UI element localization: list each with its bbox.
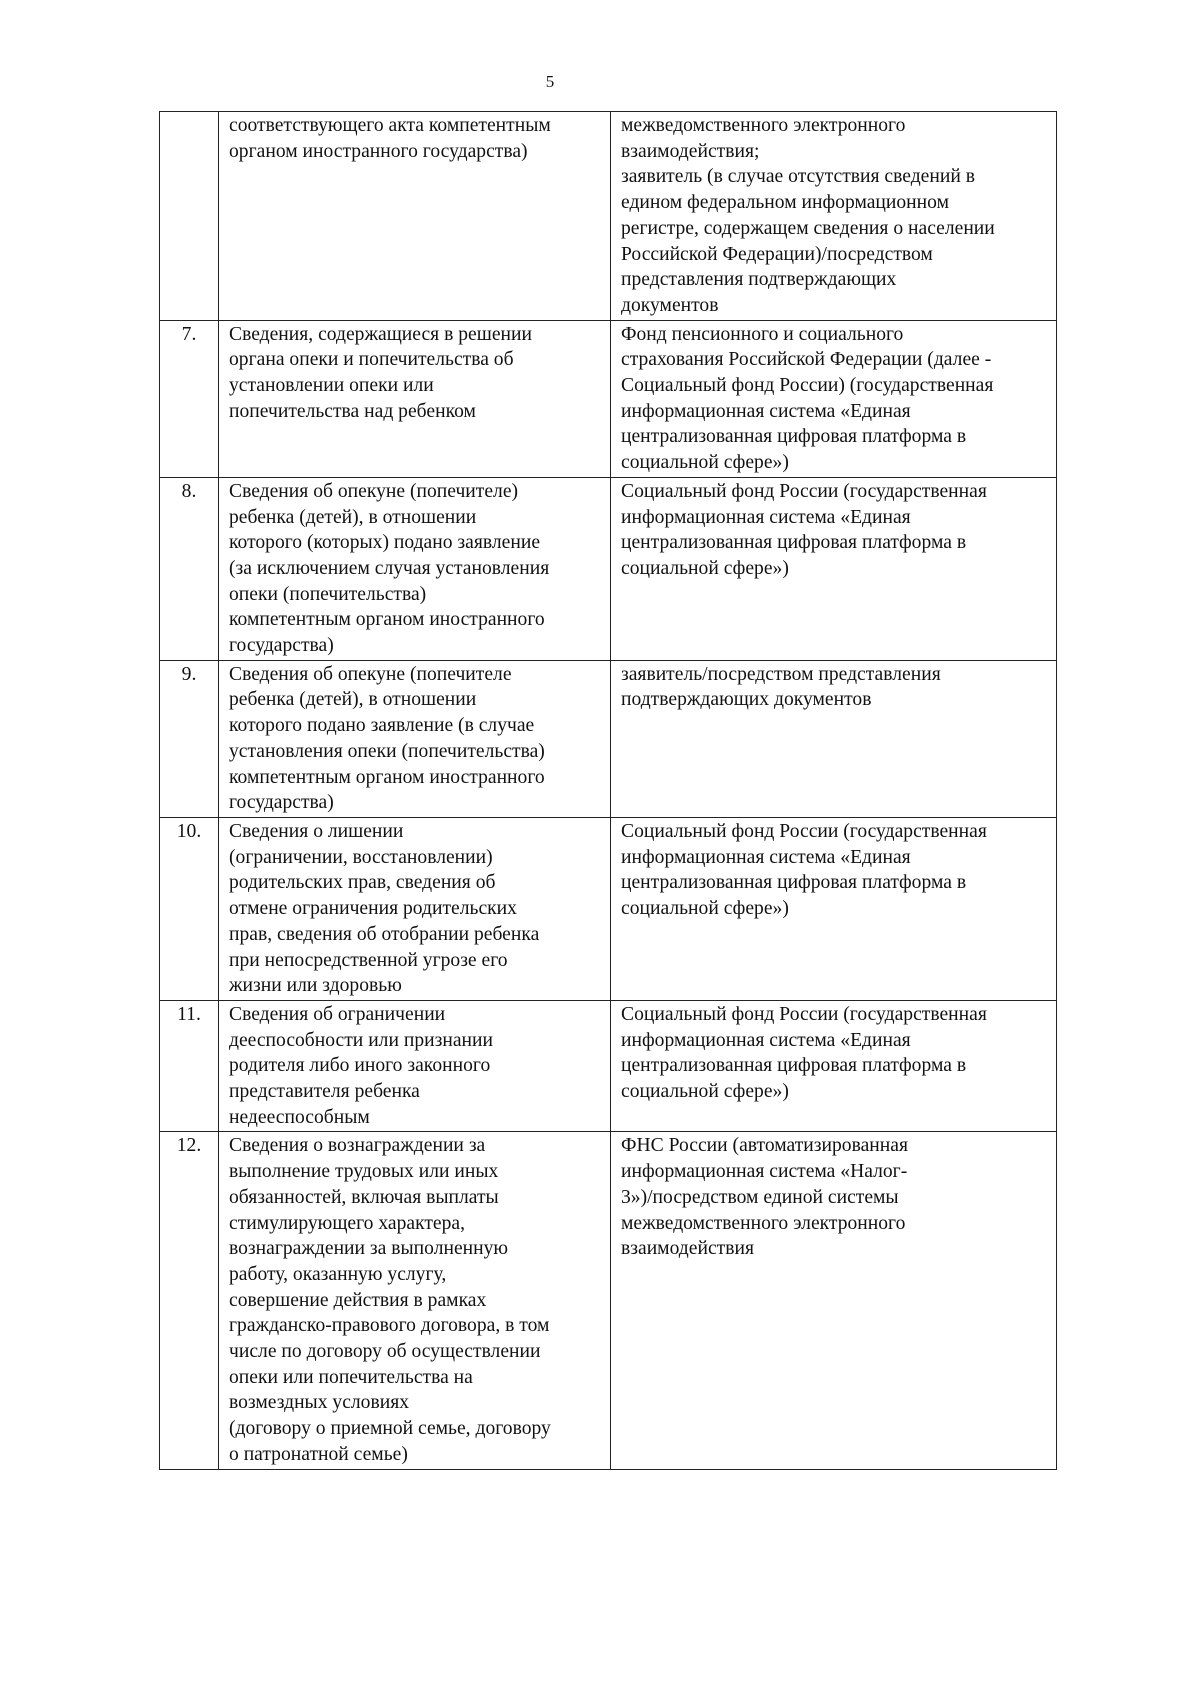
source-line: информационная система «Единая <box>621 400 911 422</box>
description-line: обязанностей, включая выплаты <box>229 1186 499 1208</box>
row-description <box>219 817 611 1000</box>
source-line: межведомственного электронного <box>621 115 906 136</box>
description-line: работу, оказанную услугу, <box>229 1263 447 1285</box>
description-line: представителя ребенка <box>229 1081 420 1103</box>
description-line: прав, сведения об отобрании ребенка <box>229 923 540 945</box>
source-line: Социальный фонд России (государственная <box>621 820 987 842</box>
source-line: страхования Российской Федерации (далее - <box>621 349 992 371</box>
source-line: Российской Федерации)/посредством <box>621 243 933 265</box>
row-source <box>611 1000 1057 1132</box>
data-sources-table <box>159 111 1057 1470</box>
description-line: установления опеки (попечительства) <box>229 740 545 762</box>
description-line: родителя либо иного законного <box>229 1055 491 1077</box>
source-line: социальной сфере») <box>621 557 789 579</box>
source-line: социальной сфере») <box>621 1081 789 1103</box>
description-line: (за исключением случая установления <box>229 557 550 579</box>
source-line: Социальный фонд России (государственная <box>621 1003 987 1025</box>
description-line: Сведения об опекуне (попечителе) <box>229 480 519 502</box>
description-line: дееспособности или признании <box>229 1029 493 1051</box>
row-source <box>611 112 1057 321</box>
description-line: родительских прав, сведения об <box>229 872 496 894</box>
description-line: о патронатной семье) <box>229 1443 408 1465</box>
description-line: государства) <box>229 792 334 814</box>
row-source <box>611 1132 1057 1469</box>
source-line: социальной сфере») <box>621 898 789 920</box>
description-line: выполнение трудовых или иных <box>229 1161 499 1183</box>
source-line: заявитель/посредством представления <box>621 663 941 685</box>
description-line: Сведения, содержащиеся в решении <box>229 323 532 345</box>
description-line: опеки или попечительства на <box>229 1366 473 1388</box>
source-line: взаимодействия; <box>621 140 760 162</box>
row-description <box>219 1132 611 1469</box>
source-line: информационная система «Единая <box>621 846 911 868</box>
description-line: компетентным органом иностранного <box>229 766 545 788</box>
source-line: документов <box>621 294 719 316</box>
table-row <box>160 817 1057 1000</box>
description-line: недееспособным <box>229 1106 370 1128</box>
source-line: подтверждающих документов <box>621 689 872 711</box>
table-row <box>160 1000 1057 1132</box>
source-line: Социальный фонд России (государственная <box>621 480 987 502</box>
description-line: ребенка (детей), в отношении <box>229 689 477 711</box>
row-description <box>219 477 611 660</box>
row-source <box>611 320 1057 477</box>
description-line: отмене ограничения родительских <box>229 898 517 920</box>
description-line: (ограничении, восстановлении) <box>229 846 493 868</box>
table-row <box>160 1132 1057 1469</box>
description-line: Сведения о лишении <box>229 820 404 842</box>
row-description <box>219 320 611 477</box>
description-line: стимулирующего характера, <box>229 1212 465 1234</box>
description-line: Сведения о вознаграждении за <box>229 1135 486 1157</box>
description-line: опеки (попечительства) <box>229 583 427 605</box>
source-line: информационная система «Единая <box>621 1029 911 1051</box>
row-description <box>219 1000 611 1132</box>
source-line: взаимодействия <box>621 1238 754 1260</box>
description-line: которого (которых) подано заявление <box>229 532 541 554</box>
source-line: централизованная цифровая платформа в <box>621 872 967 894</box>
row-description <box>219 112 611 321</box>
description-line: ребенка (детей), в отношении <box>229 506 477 528</box>
description-line: попечительства над ребенком <box>229 400 476 422</box>
source-line: 3»)/посредством единой системы <box>621 1186 899 1208</box>
source-line: централизованная цифровая платформа в <box>621 1055 967 1077</box>
row-source <box>611 660 1057 817</box>
row-source <box>611 477 1057 660</box>
row-number: 12. <box>160 1132 219 1469</box>
row-number: 7. <box>160 320 219 477</box>
description-line: (договору о приемной семье, договору <box>229 1418 551 1440</box>
row-description <box>219 660 611 817</box>
source-line: едином федеральном информационном <box>621 192 949 214</box>
description-line: совершение действия в рамках <box>229 1289 487 1311</box>
source-line: централизованная цифровая платформа в <box>621 532 967 554</box>
source-line: Фонд пенсионного и социального <box>621 323 904 345</box>
row-number <box>160 112 219 321</box>
description-line: органа опеки и попечительства об <box>229 349 514 371</box>
description-line: возмездных условиях <box>229 1392 410 1414</box>
source-line: информационная система «Единая <box>621 506 911 528</box>
description-line: Сведения об опекуне (попечителе <box>229 663 512 685</box>
table-row <box>160 320 1057 477</box>
description-line: числе по договору об осуществлении <box>229 1341 541 1363</box>
source-line: заявитель (в случае отсутствия сведений в <box>621 166 975 188</box>
source-line: ФНС России (автоматизированная <box>621 1135 908 1157</box>
row-number: 9. <box>160 660 219 817</box>
source-line: информационная система «Налог- <box>621 1161 908 1183</box>
row-number: 10. <box>160 817 219 1000</box>
table-row <box>160 477 1057 660</box>
description-line: компетентным органом иностранного <box>229 609 545 631</box>
description-line: при непосредственной угрозе его <box>229 949 508 971</box>
source-line: социальной сфере») <box>621 452 789 474</box>
description-line: жизни или здоровью <box>229 975 402 997</box>
row-number: 11. <box>160 1000 219 1132</box>
description-line: гражданско-правового договора, в том <box>229 1315 550 1337</box>
description-line: которого подано заявление (в случае <box>229 715 535 737</box>
description-line: соответствующего акта компетентным <box>229 115 551 136</box>
row-number: 8. <box>160 477 219 660</box>
table-row <box>160 660 1057 817</box>
source-line: межведомственного электронного <box>621 1212 906 1234</box>
source-line: представления подтверждающих <box>621 269 897 291</box>
description-line: Сведения об ограничении <box>229 1003 446 1025</box>
source-line: Социальный фонд России) (государственная <box>621 375 994 397</box>
row-source <box>611 817 1057 1000</box>
source-line: регистре, содержащем сведения о населении <box>621 217 995 239</box>
table-row <box>160 112 1057 321</box>
description-line: государства) <box>229 635 334 657</box>
page-number: 5 <box>545 72 555 91</box>
source-line: централизованная цифровая платформа в <box>621 426 967 448</box>
description-line: органом иностранного государства) <box>229 140 528 162</box>
description-line: установлении опеки или <box>229 375 434 397</box>
description-line: вознаграждении за выполненную <box>229 1238 509 1260</box>
